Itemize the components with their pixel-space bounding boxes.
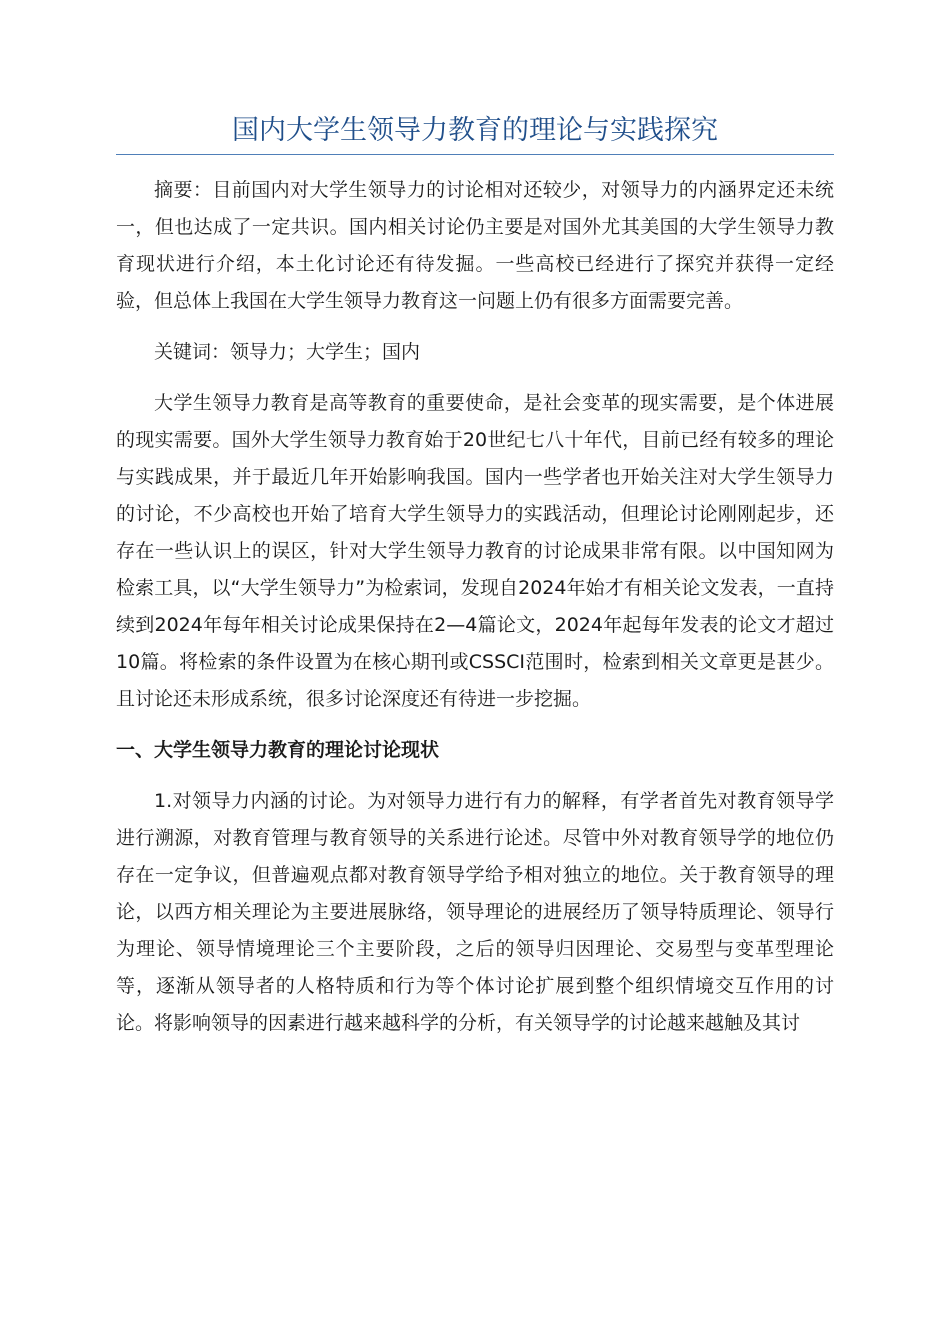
abstract-paragraph: 摘要：目前国内对大学生领导力的讨论相对还较少，对领导力的内涵界定还未统一，但也达成了一定共识。国内相关讨论仍主要是对国外尤其美国的大学生领导力教育现状进行介绍，本土化讨论还有待发掘。一些高校已经进行了探究并获得一定经验，但总体上我国在大学生领导力教育这一问题上仍有很多方面需要完善。 <box>116 179 834 312</box>
section-paragraph: 1.对领导力内涵的讨论。为对领导力进行有力的解释，有学者首先对教育领导学进行溯源，对教育管理与教育领导的关系进行论述。尽管中外对教育领导学的地位仍存在一定争议，但普遍观点都对教育领导学给予相对独立的地位。关于教育领导的理论，以西方相关理论为主要进展脉络，领导理论的进展经历了领导特质理论、领导行为理论、领导情境理论三个主要阶段，之后的领导归因理论、交易型与变革型理论等，逐渐从领导者的人格特质和行为等个体讨论扩展到整个组织情境交互作用的讨论。将影响领导的因素进行越来越科学的分析，有关领导学的讨论越来越触及其讨 <box>116 790 834 1034</box>
title-block <box>116 112 834 155</box>
keywords-line: 关键词：领导力；大学生；国内 <box>154 341 421 363</box>
section-heading: 一、大学生领导力教育的理论讨论现状 <box>116 739 440 761</box>
document-body <box>116 172 834 1056</box>
document-title: 国内大学生领导力教育的理论与实践探究 <box>232 115 718 146</box>
intro-paragraph: 大学生领导力教育是高等教育的重要使命，是社会变革的现实需要，是个体进展的现实需要。国外大学生领导力教育始于20世纪七八十年代，目前已经有较多的理论与实践成果，并于最近几年开始影响我国。国内一些学者也开始关注对大学生领导力的讨论，不少高校也开始了培育大学生领导力的实践活动，但理论讨论刚刚起步，还存在一些认识上的误区，针对大学生领导力教育的讨论成果非常有限。以中国知网为检索工具，以“大学生领导力”为检索词，发现自2024年始才有相关论文发表，一直持续到2024年每年相关讨论成果保持在2—4篇论文，2024年起每年发表的论文才超过10篇。将检索的条件设置为在核心期刊或CSSCI范围时，检索到相关文章更是甚少。且讨论还未形成系统，很多讨论深度还有待进一步挖掘。 <box>116 392 834 710</box>
